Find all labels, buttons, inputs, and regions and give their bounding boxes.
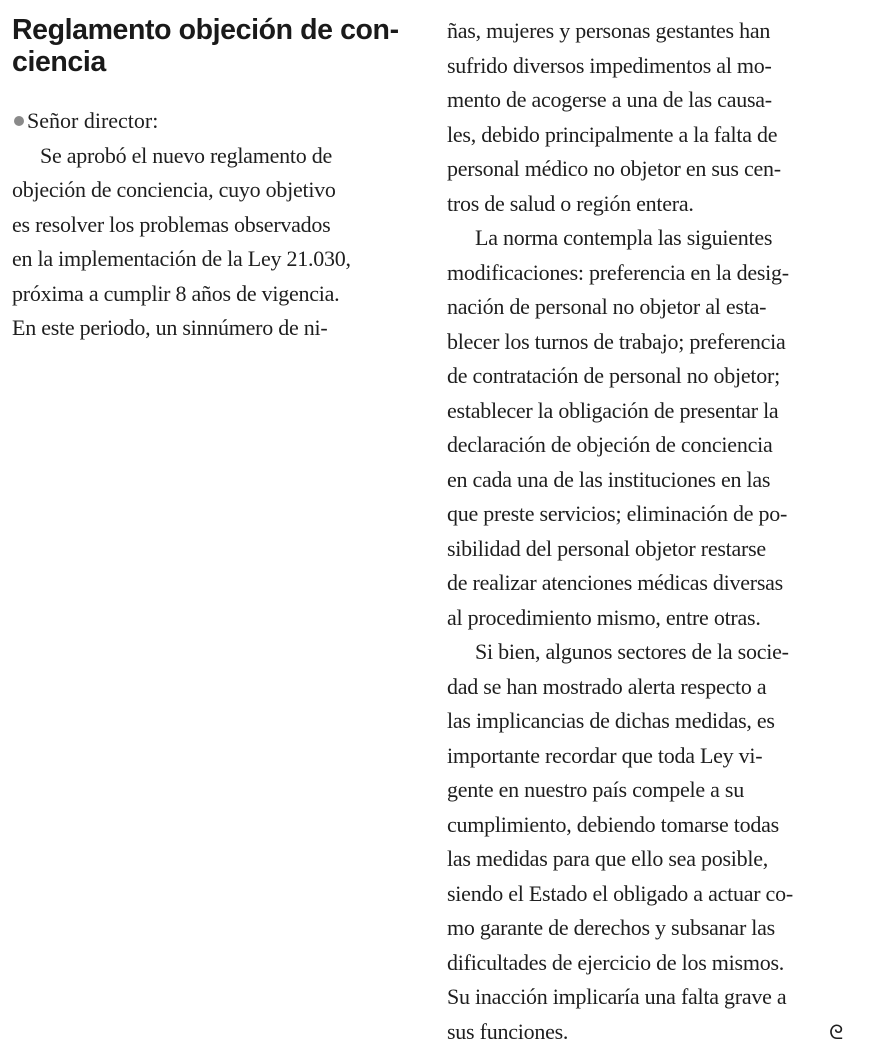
left-body: [12, 139, 412, 346]
body-line-text: sus funciones.: [447, 1019, 568, 1044]
body-line: La norma contempla las siguientes: [447, 221, 853, 256]
body-line: sibilidad del personal objetor restarse: [447, 532, 853, 567]
body-line: Su inacción implicaría una falta grave a: [447, 980, 853, 1015]
body-line: objeción de conciencia, cuyo objetivo: [12, 173, 412, 208]
body-line: siendo el Estado el obligado a actuar co-: [447, 877, 853, 912]
body-line: importante recordar que toda Ley vi-: [447, 739, 853, 774]
bullet-icon: [14, 116, 24, 126]
body-line: gente en nuestro país compele a su: [447, 773, 853, 808]
body-line: en la implementación de la Ley 21.030,: [12, 242, 412, 277]
body-line: tros de salud o región entera.: [447, 187, 853, 222]
body-line: próxima a cumplir 8 años de vigencia.: [12, 277, 412, 312]
body-line: ñas, mujeres y personas gestantes han: [447, 14, 853, 49]
body-line: las implicancias de dichas medidas, es: [447, 704, 853, 739]
headline-line: ciencia: [12, 46, 106, 78]
body-line: en cada una de las instituciones en las: [447, 463, 853, 498]
body-line: blecer los turnos de trabajo; preferencia: [447, 325, 853, 360]
salutation-text: Señor director:: [27, 104, 158, 139]
body-line: mento de acogerse a una de las causa-: [447, 83, 853, 118]
body-line: mo garante de derechos y subsanar las: [447, 911, 853, 946]
left-column: [12, 14, 412, 346]
last-line: [447, 1015, 853, 1049]
body-line: cumplimiento, debiendo tomarse todas: [447, 808, 853, 843]
body-line: dificultades de ejercicio de los mismos.: [447, 946, 853, 981]
body-line: modificaciones: preferencia en la desig-: [447, 256, 853, 291]
body-line: es resolver los problemas observados: [12, 208, 412, 243]
body-line: las medidas para que ello sea posible,: [447, 842, 853, 877]
body-line: establecer la obligación de presentar la: [447, 394, 853, 429]
headline-line: Reglamento objeción de con-: [12, 14, 399, 46]
end-mark-icon: ᘓ: [829, 1015, 843, 1049]
body-line: de contratación de personal no objetor;: [447, 359, 853, 394]
right-column: [447, 14, 853, 1049]
body-line: que preste servicios; eliminación de po-: [447, 497, 853, 532]
body-line: declaración de objeción de conciencia: [447, 428, 853, 463]
body-line: nación de personal no objetor al esta-: [447, 290, 853, 325]
body-line: En este periodo, un sinnúmero de ni-: [12, 311, 412, 346]
body-line: sufrido diversos impedimentos al mo-: [447, 49, 853, 84]
body-line: personal médico no objetor en sus cen-: [447, 152, 853, 187]
body-line: dad se han mostrado alerta respecto a: [447, 670, 853, 705]
body-line: Si bien, algunos sectores de la socie-: [447, 635, 853, 670]
body-line: Se aprobó el nuevo reglamento de: [12, 139, 412, 174]
salutation: [12, 104, 412, 139]
body-line: al procedimiento mismo, entre otras.: [447, 601, 853, 636]
body-line: les, debido principalmente a la falta de: [447, 118, 853, 153]
headline: [12, 14, 412, 78]
body-line: de realizar atenciones médicas diversas: [447, 566, 853, 601]
